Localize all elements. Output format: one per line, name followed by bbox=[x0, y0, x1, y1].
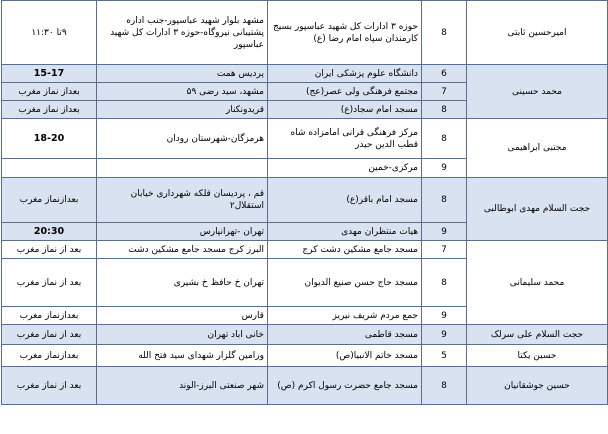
table-row bbox=[2, 65, 608, 83]
day-cell: 8 bbox=[422, 119, 467, 159]
place-cell: مسجد امام باقر(ع) bbox=[268, 178, 422, 223]
place-cell: مسجد خاتم الانبیا(ص) bbox=[268, 345, 422, 367]
place-cell: مسجد جامع مشکین دشت کرج bbox=[268, 241, 422, 259]
location-cell: ورامین گلزار شهدای سید فتح الله bbox=[97, 345, 268, 367]
table-row bbox=[2, 119, 608, 159]
table-row bbox=[2, 345, 608, 367]
place-cell: حوزه ۳ ادارات کل شهید عباسپور بسیج کارمندان سپاه امام رضا (ع) bbox=[268, 1, 422, 65]
day-cell: 7 bbox=[422, 83, 467, 101]
day-cell: 5 bbox=[422, 345, 467, 367]
table-row bbox=[2, 325, 608, 345]
location-cell: هرمزگان-شهرستان رودان bbox=[97, 119, 268, 159]
day-cell: 9 bbox=[422, 325, 467, 345]
day-cell: 9 bbox=[422, 159, 467, 178]
day-cell: 8 bbox=[422, 101, 467, 119]
place-cell: مرکز فرهنگی قرانی امامزاده شاه قطب الدین حیدر bbox=[268, 119, 422, 159]
schedule-table bbox=[1, 0, 608, 405]
location-cell: تهران -تهرانپارس bbox=[97, 223, 268, 241]
day-cell: 8 bbox=[422, 367, 467, 405]
place-cell: جمع مردم شریف نیریز bbox=[268, 307, 422, 325]
time-cell: بعد از نماز مغرب bbox=[2, 325, 97, 345]
place-cell: مسجد جامع حضرت رسول اکرم (ص) bbox=[268, 367, 422, 405]
day-cell: 6 bbox=[422, 65, 467, 83]
time-cell: بعدازنماز مغرب bbox=[2, 178, 97, 223]
location-cell: قارس bbox=[97, 307, 268, 325]
place-cell: هیات منتظران مهدی bbox=[268, 223, 422, 241]
speaker-name: مجتبی ابراهیمی bbox=[467, 119, 608, 178]
speaker-name: محمد سلیمانی bbox=[467, 241, 608, 325]
time-cell: بعد از نماز مغرب bbox=[2, 367, 97, 405]
place-cell: دانشگاه علوم پزشکی ایران bbox=[268, 65, 422, 83]
place-cell: مجتمع فرهنگی ولی عصر(عج) bbox=[268, 83, 422, 101]
day-cell: 8 bbox=[422, 1, 467, 65]
time-cell: بعد از نماز مغرب bbox=[2, 259, 97, 307]
table-row bbox=[2, 367, 608, 405]
speaker-name: حسین یکتا bbox=[467, 345, 608, 367]
place-cell: مسجد قاطمی bbox=[268, 325, 422, 345]
table-row bbox=[2, 178, 608, 223]
table-row bbox=[2, 241, 608, 259]
location-cell: خانی اباد تهران bbox=[97, 325, 268, 345]
time-cell: بعد از نماز مغرب bbox=[2, 241, 97, 259]
location-cell: قریدونکنار bbox=[97, 101, 268, 119]
speaker-name: حسین جوشقانیان bbox=[467, 367, 608, 405]
time-cell: 20:30 bbox=[2, 223, 97, 241]
speaker-name: حجت السلام علی سرلک bbox=[467, 325, 608, 345]
speaker-name: امیرحسین ثابتی bbox=[467, 1, 608, 65]
location-cell: تهران خ حافظ خ بشیری bbox=[97, 259, 268, 307]
time-cell: بعدازنماز مغرب bbox=[2, 345, 97, 367]
location-cell: البرز کرج مسجد جامع مشکین دشت bbox=[97, 241, 268, 259]
location-cell: مشهد، سید رضی ۵۹ bbox=[97, 83, 268, 101]
place-cell: مرکزی-خمین bbox=[268, 159, 422, 178]
day-cell: 8 bbox=[422, 178, 467, 223]
location-cell bbox=[97, 159, 268, 178]
location-cell: قم ، پردیسان قلکه شهرداری خیابان استقلال۲ bbox=[97, 178, 268, 223]
day-cell: 8 bbox=[422, 259, 467, 307]
time-cell bbox=[2, 159, 97, 178]
day-cell: 9 bbox=[422, 223, 467, 241]
time-cell: بعداز نماز مغرب bbox=[2, 101, 97, 119]
speaker-name: حجت السلام مهدی ابوطالبی bbox=[467, 178, 608, 241]
day-cell: 9 bbox=[422, 307, 467, 325]
time-cell: بعدازنماز مغرب bbox=[2, 307, 97, 325]
time-cell: ۹تا ۱۱:۳۰ bbox=[2, 1, 97, 65]
table-row bbox=[2, 1, 608, 65]
location-cell: مشهد بلوار شهید عباسپور-جنب اداره پشتیبانی نیروگاه-حوزه ۳ ادارات کل شهید عباسپور bbox=[97, 1, 268, 65]
location-cell: شهر صنعتی البرز-الوند bbox=[97, 367, 268, 405]
place-cell: مسجد امام سجاد(ع) bbox=[268, 101, 422, 119]
time-cell: 18-20 bbox=[2, 119, 97, 159]
day-cell: 7 bbox=[422, 241, 467, 259]
time-cell: 15-17 bbox=[2, 65, 97, 83]
location-cell: پردیس همت bbox=[97, 65, 268, 83]
time-cell: بعداز نماز مغرب bbox=[2, 83, 97, 101]
place-cell: مسجد حاج حسن صنیع الدیوان bbox=[268, 259, 422, 307]
speaker-name: محمد حسینی bbox=[467, 65, 608, 119]
